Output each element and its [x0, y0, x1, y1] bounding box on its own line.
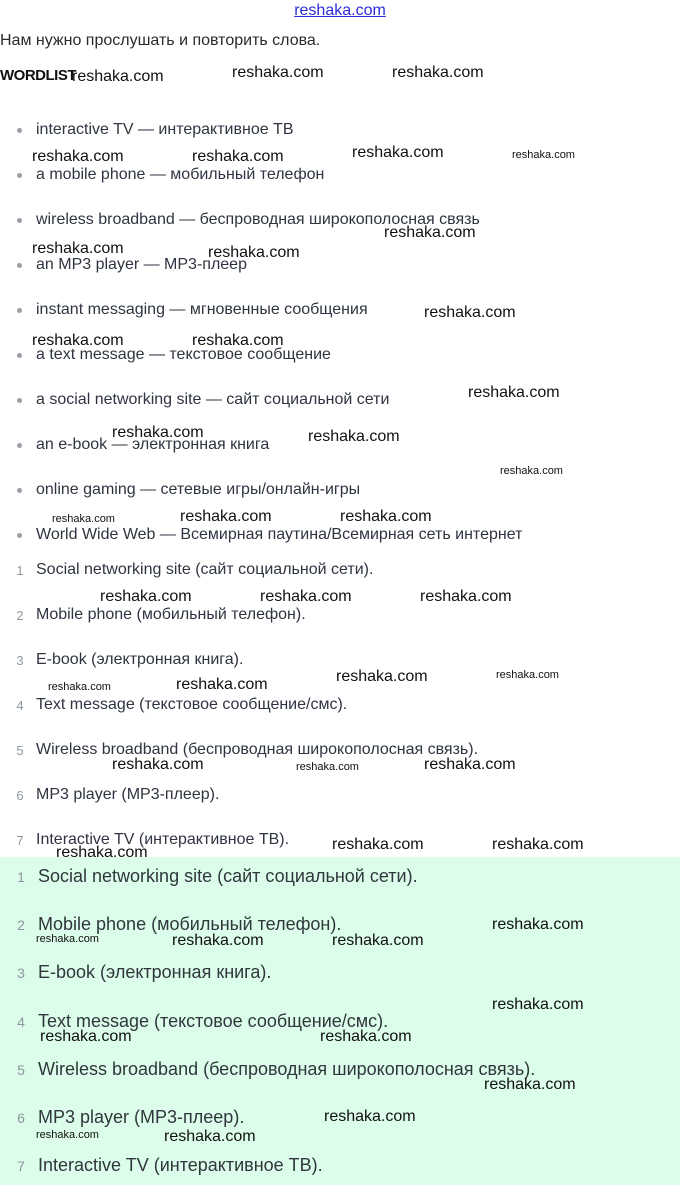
watermark: reshaka.com [424, 304, 516, 321]
highlight-number: 6 [17, 1110, 25, 1126]
highlight-text: Wireless broadband (беспроводная широкополосная связь). [38, 1059, 536, 1079]
watermark: reshaka.com [176, 676, 268, 693]
bullet-icon [17, 128, 22, 133]
watermark: reshaka.com [48, 681, 111, 693]
watermark: reshaka.com [320, 1028, 412, 1045]
list-item: an MP3 player — MP3-плеер [36, 256, 247, 273]
answer-text: Social networking site (сайт социальной сети). [36, 561, 374, 578]
watermark: reshaka.com [296, 761, 359, 773]
answer-number: 3 [16, 653, 24, 668]
watermark: reshaka.com [424, 756, 516, 773]
answer-number: 4 [16, 698, 24, 713]
highlight-text: Mobile phone (мобильный телефон). [38, 914, 342, 934]
list-item: online gaming — сетевые игры/онлайн-игры [36, 481, 361, 498]
watermark: reshaka.com [32, 332, 124, 349]
highlight-text: Interactive TV (интерактивное ТВ). [38, 1155, 323, 1175]
highlight-number: 7 [17, 1158, 25, 1174]
watermark: reshaka.com [72, 68, 164, 85]
highlight-text: MP3 player (MP3-плеер). [38, 1107, 245, 1127]
answer-text: Wireless broadband (беспроводная широкополосная связь). [36, 741, 479, 758]
bullet-icon [17, 218, 22, 223]
watermark: reshaka.com [332, 836, 424, 853]
watermark: reshaka.com [164, 1128, 256, 1145]
watermark: reshaka.com [112, 756, 204, 773]
watermark: reshaka.com [100, 588, 192, 605]
list-item: a text message — текстовое сообщение [36, 346, 331, 363]
instruction-text: Нам нужно прослушать и повторить слова. [0, 32, 321, 49]
watermark: reshaka.com [32, 148, 124, 165]
bullet-icon [17, 353, 22, 358]
watermark: reshaka.com [36, 933, 99, 945]
highlight-text: E-book (электронная книга). [38, 962, 272, 982]
list-item: wireless broadband — беспроводная широкополосная связь [36, 211, 480, 228]
answer-text: E-book (электронная книга). [36, 651, 244, 668]
bullet-icon [17, 173, 22, 178]
watermark: reshaka.com [468, 384, 560, 401]
watermark: reshaka.com [500, 465, 563, 477]
answer-text: Text message (текстовое сообщение/смс). [36, 696, 348, 713]
answer-text: Interactive TV (интерактивное ТВ). [36, 831, 290, 848]
highlight-number: 5 [17, 1062, 25, 1078]
answer-number: 2 [16, 608, 24, 623]
wordlist-heading: WORDLIST [0, 67, 76, 84]
answer-number: 7 [16, 833, 24, 848]
bullet-icon [17, 443, 22, 448]
watermark: reshaka.com [492, 916, 584, 933]
watermark: reshaka.com [324, 1108, 416, 1125]
watermark: reshaka.com [492, 996, 584, 1013]
watermark: reshaka.com [496, 669, 559, 681]
list-item: an e-book — электронная книга [36, 436, 270, 453]
site-link[interactable]: reshaka.com [294, 2, 386, 19]
watermark: reshaka.com [492, 836, 584, 853]
list-item: interactive TV — интерактивное ТВ [36, 121, 294, 138]
bullet-icon [17, 308, 22, 313]
list-item: a mobile phone — мобильный телефон [36, 166, 325, 183]
highlight-number: 2 [17, 917, 25, 933]
list-item: instant messaging — мгновенные сообщения [36, 301, 368, 318]
highlight-number: 1 [17, 869, 25, 885]
list-item: a social networking site — сайт социальной сети [36, 391, 390, 408]
highlight-text: Social networking site (сайт социальной сети). [38, 866, 418, 886]
watermark: reshaka.com [352, 144, 444, 161]
watermark: reshaka.com [308, 428, 400, 445]
answer-number: 1 [16, 563, 24, 578]
watermark: reshaka.com [384, 224, 476, 241]
watermark: reshaka.com [392, 64, 484, 81]
watermark: reshaka.com [192, 332, 284, 349]
watermark: reshaka.com [40, 1028, 132, 1045]
answer-number: 5 [16, 743, 24, 758]
watermark: reshaka.com [260, 588, 352, 605]
list-item: World Wide Web — Всемирная паутина/Всемирная сеть интернет [36, 526, 523, 543]
watermark: reshaka.com [56, 844, 148, 861]
highlight-number: 3 [17, 965, 25, 981]
bullet-icon [17, 263, 22, 268]
watermark: reshaka.com [208, 244, 300, 261]
answer-text: Mobile phone (мобильный телефон). [36, 606, 306, 623]
bullet-icon [17, 398, 22, 403]
bullet-icon [17, 533, 22, 538]
watermark: reshaka.com [180, 508, 272, 525]
bullet-icon [17, 488, 22, 493]
watermark: reshaka.com [336, 668, 428, 685]
watermark: reshaka.com [32, 240, 124, 257]
watermark: reshaka.com [332, 932, 424, 949]
watermark: reshaka.com [112, 424, 204, 441]
answer-text: MP3 player (MP3-плеер). [36, 786, 220, 803]
watermark: reshaka.com [172, 932, 264, 949]
watermark: reshaka.com [36, 1129, 99, 1141]
answer-number: 6 [16, 788, 24, 803]
highlight-number: 4 [17, 1014, 25, 1030]
watermark: reshaka.com [192, 148, 284, 165]
highlight-text: Text message (текстовое сообщение/смс). [38, 1011, 389, 1031]
watermark: reshaka.com [232, 64, 324, 81]
watermark: reshaka.com [512, 149, 575, 161]
watermark: reshaka.com [484, 1076, 576, 1093]
watermark: reshaka.com [52, 513, 115, 525]
watermark: reshaka.com [420, 588, 512, 605]
watermark: reshaka.com [340, 508, 432, 525]
